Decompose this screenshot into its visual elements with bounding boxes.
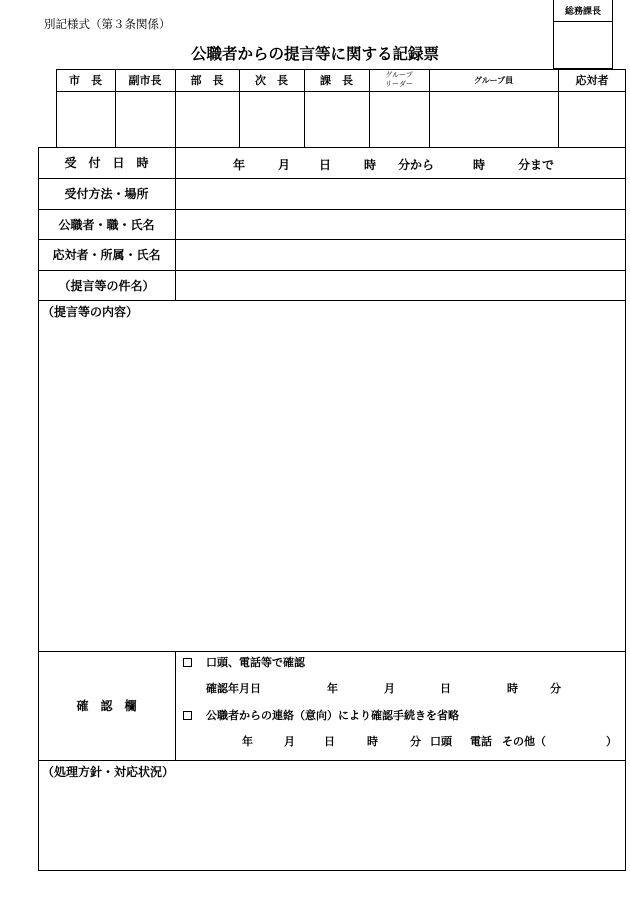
label-uketsuke-nichiji: 受 付 日 時: [64, 156, 149, 170]
header-group-leader: グループ リーダー: [385, 71, 413, 88]
label-uketsuke-houhou: 受付方法・場所: [64, 187, 149, 201]
label-kenmei: （提言等の件名）: [58, 278, 155, 293]
label-naiyou: （提言等の内容）: [42, 305, 139, 319]
header-jichou: 次 長: [255, 74, 288, 87]
header-shichou: 市 長: [69, 74, 102, 87]
kakunin-date-line: 確認年月日 年 月 日 時 分: [206, 682, 561, 695]
soumu-label: 総務課長: [564, 6, 601, 17]
header-kachou: 課 長: [320, 74, 353, 87]
kakunin-option-omit: 公職者からの連絡（意向）により確認手続きを省略: [183, 707, 459, 723]
uketsuke-datetime-line: 年 月 日 時 分から 時 分まで: [233, 158, 555, 172]
kakunin-option-verbal: 口頭、電話等で確認: [183, 654, 305, 670]
kakunin-omit-date-line: 年 月 日 時 分 口頭 電話 その他（ ）: [242, 735, 617, 748]
checkbox-omit[interactable]: [183, 711, 192, 720]
header-buchou: 部 長: [190, 74, 224, 87]
form-reference: 別記様式（第３条関係）: [44, 17, 171, 31]
header-outaisha: 応対者: [575, 74, 609, 87]
page-title: 公職者からの提言等に関する記録票: [190, 45, 439, 63]
header-group-member: グループ員: [473, 75, 514, 85]
label-outaisha: 応対者・所属・氏名: [52, 248, 161, 262]
label-koushokusha: 公職者・職・氏名: [58, 217, 155, 232]
label-kakunin: 確 認 欄: [76, 699, 137, 713]
label-shori: （処理方針・対応状況）: [42, 765, 175, 779]
checkbox-verbal[interactable]: [183, 658, 192, 667]
header-fukushichou: 副市長: [128, 74, 162, 87]
